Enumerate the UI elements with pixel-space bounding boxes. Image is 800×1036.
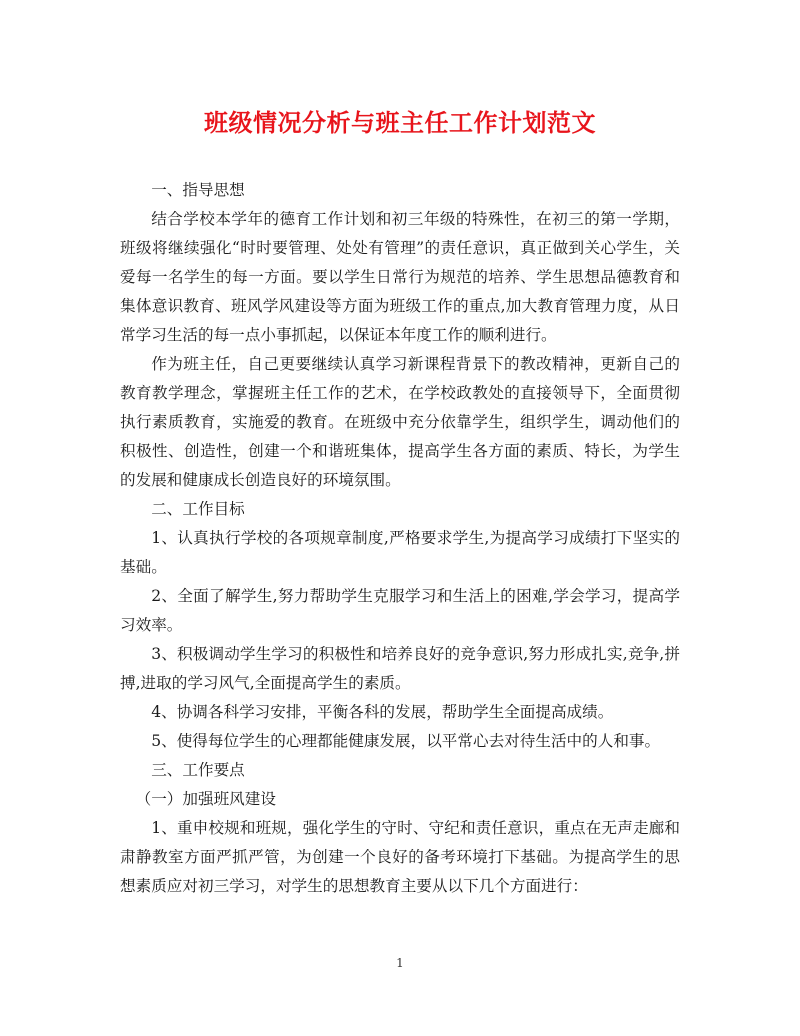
page-number: 1	[396, 956, 404, 970]
paragraph: 作为班主任，自己更要继续认真学习新课程背景下的教改精神，更新自己的教育教学理念，掌握班主任工作的艺术，在学校政教处的直接领导下，全面贯彻执行素质教育，实施爱的教育。在班级中充分依靠学生，组织学生，调动他们的积极性、创造性，创建一个和谐班集体，提高学生各方面的素质、特长，为学生的发展和健康成长创造良好的环境氛围。	[120, 355, 680, 489]
document-title: 班级情况分析与班主任工作计划范文	[204, 108, 596, 137]
list-item: 1、认真执行学校的各项规章制度,严格要求学生,为提高学习成绩打下坚实的基础。	[120, 529, 680, 576]
list-item: 5、使得每位学生的心理都能健康发展，以平常心去对待生活中的人和事。	[151, 732, 661, 750]
list-item: 4、协调各科学习安排，平衡各科的发展，帮助学生全面提高成绩。	[151, 703, 614, 721]
list-item: 2、全面了解学生,努力帮助学生克服学习和生活上的困难,学会学习，提高学习效率。	[120, 587, 680, 634]
subsection-heading: （一）加强班风建设	[135, 790, 276, 808]
list-item: 1、重申校规和班规，强化学生的守时、守纪和责任意识，重点在无声走廊和肃静教室方面严抓严管，为创建一个良好的备考环境打下基础。为提高学生的思想素质应对初三学习，对学生的思想教育主要从以下几个方面进行：	[120, 819, 680, 895]
section-heading-guiding-thought: 一、指导思想	[151, 181, 245, 199]
paragraph: 结合学校本学年的德育工作计划和初三年级的特殊性，在初三的第一学期，班级将继续强化“时时要管理、处处有管理”的责任意识，真正做到关心学生，关爱每一名学生的每一方面。要以学生日常行为规范的培养、学生思想品德教育和集体意识教育、班风学风建设等方面为班级工作的重点,加大教育管理力度，从日常学习生活的每一点小事抓起，以保证本年度工作的顺利进行。	[120, 210, 680, 344]
document-body	[120, 176, 680, 901]
list-item: 3、积极调动学生学习的积极性和培养良好的竞争意识,努力形成扎实,竞争,拼搏,进取的学习风气,全面提高学生的素质。	[120, 645, 680, 692]
section-heading-work-goals: 二、工作目标	[151, 500, 245, 518]
section-heading-work-points: 三、工作要点	[151, 761, 245, 779]
